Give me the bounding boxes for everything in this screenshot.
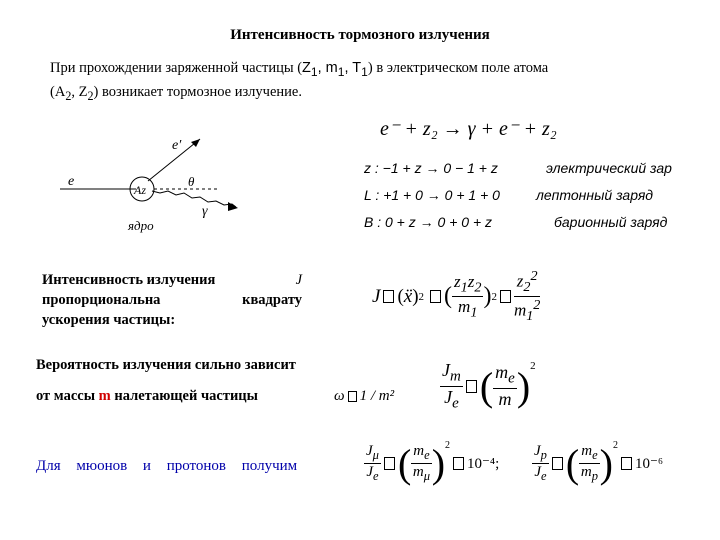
intro-param-t: , T bbox=[344, 60, 362, 76]
intro-param-z: Z bbox=[302, 60, 311, 76]
intensity-line2a: пропорциональна bbox=[42, 292, 161, 308]
gamma-label: γ bbox=[202, 204, 208, 219]
intro-param-m: , m bbox=[317, 60, 338, 76]
intensity-j: J bbox=[295, 272, 302, 288]
probability-line1: Вероятность излучения сильно зависит bbox=[36, 357, 296, 373]
intro-sub-a2: 2 bbox=[65, 88, 72, 103]
theta-label: θ bbox=[188, 174, 195, 189]
intensity-line3: ускорения частицы: bbox=[42, 312, 176, 328]
omega-formula bbox=[334, 388, 394, 405]
proton-formula: $\frac{J_p}{J_e}$ ( $\frac{m_e}{m_p}$ ) $^2$ 10⁻⁶ bbox=[534, 440, 664, 486]
charge-label-electric: электрический зар bbox=[546, 160, 672, 176]
bremsstrahlung-diagram bbox=[60, 125, 260, 240]
e-label: e bbox=[68, 174, 75, 189]
intro-line2-c: ) возникает тормозное излучение. bbox=[93, 83, 302, 100]
muon-formula: $\frac{J_\mu}{J_e}$ ( $\frac{m_e}{m_\mu}$ ) $^2$ 10⁻⁴; bbox=[366, 440, 500, 486]
intro-paragraph bbox=[50, 58, 690, 106]
reaction-equation: e⁻ + z₂ → γ + e⁻ + z₂ bbox=[380, 118, 557, 140]
nucleus-label: Az bbox=[134, 183, 146, 197]
omega-rest: 1 / m² bbox=[359, 388, 395, 404]
intro-sub-z2: 2 bbox=[87, 88, 94, 103]
photon-wavy-line bbox=[152, 191, 236, 207]
charge-formula-l: L : +1 + 0 → 0 + 1 + 0 bbox=[364, 187, 500, 203]
probability-line2 bbox=[36, 386, 258, 406]
proton-value: 10⁻⁶ bbox=[634, 456, 664, 472]
charge-formula-z: z : −1 + z → 0 − 1 + z bbox=[364, 160, 498, 176]
intro-sub-3: 1 bbox=[361, 64, 368, 79]
page-title: Интенсивность тормозного излучения bbox=[230, 27, 490, 43]
yadro-label: ядро bbox=[128, 218, 154, 233]
intensity-text bbox=[42, 270, 302, 330]
mass-ratio-formula: $\frac{J_m}{J_e}$ ( $\frac{m_e}{m}$ ) $^2$ bbox=[442, 360, 536, 412]
intro-text-2: ) в электрическом поле атома bbox=[367, 60, 549, 76]
intensity-formula: J ( ẍ ) 2 ( $\frac{z_1z_2}{m_1}$ ) 2 $\frac{z_2^2}{m_1^2}$ bbox=[372, 268, 541, 325]
intro-text-1: При прохождении заряженной частицы ( bbox=[50, 60, 303, 76]
probability-line2a: от массы bbox=[36, 388, 96, 404]
probability-m: m bbox=[98, 388, 111, 404]
omega-symbol: ω bbox=[334, 388, 345, 404]
intro-sub-2: 1 bbox=[337, 64, 345, 79]
intensity-line2b: квадрату bbox=[242, 292, 302, 308]
intro-line2-a: (A bbox=[50, 83, 66, 100]
intensity-line1: Интенсивность излучения bbox=[42, 272, 216, 288]
muons-text: Для мюонов и протонов получим bbox=[36, 458, 298, 474]
e-prime-label: e′ bbox=[172, 138, 182, 153]
intro-sub-1: 1 bbox=[310, 64, 318, 79]
intro-line2-b: , Z bbox=[71, 83, 88, 100]
probability-line2b: налетающей частицы bbox=[114, 388, 258, 404]
charge-label-lepton: лептонный заряд bbox=[536, 187, 654, 203]
muon-value: 10⁻⁴; bbox=[467, 456, 500, 472]
charge-formula-b: B : 0 + z → 0 + 0 + z bbox=[364, 214, 493, 230]
charge-label-baryon: барионный заряд bbox=[554, 214, 668, 230]
